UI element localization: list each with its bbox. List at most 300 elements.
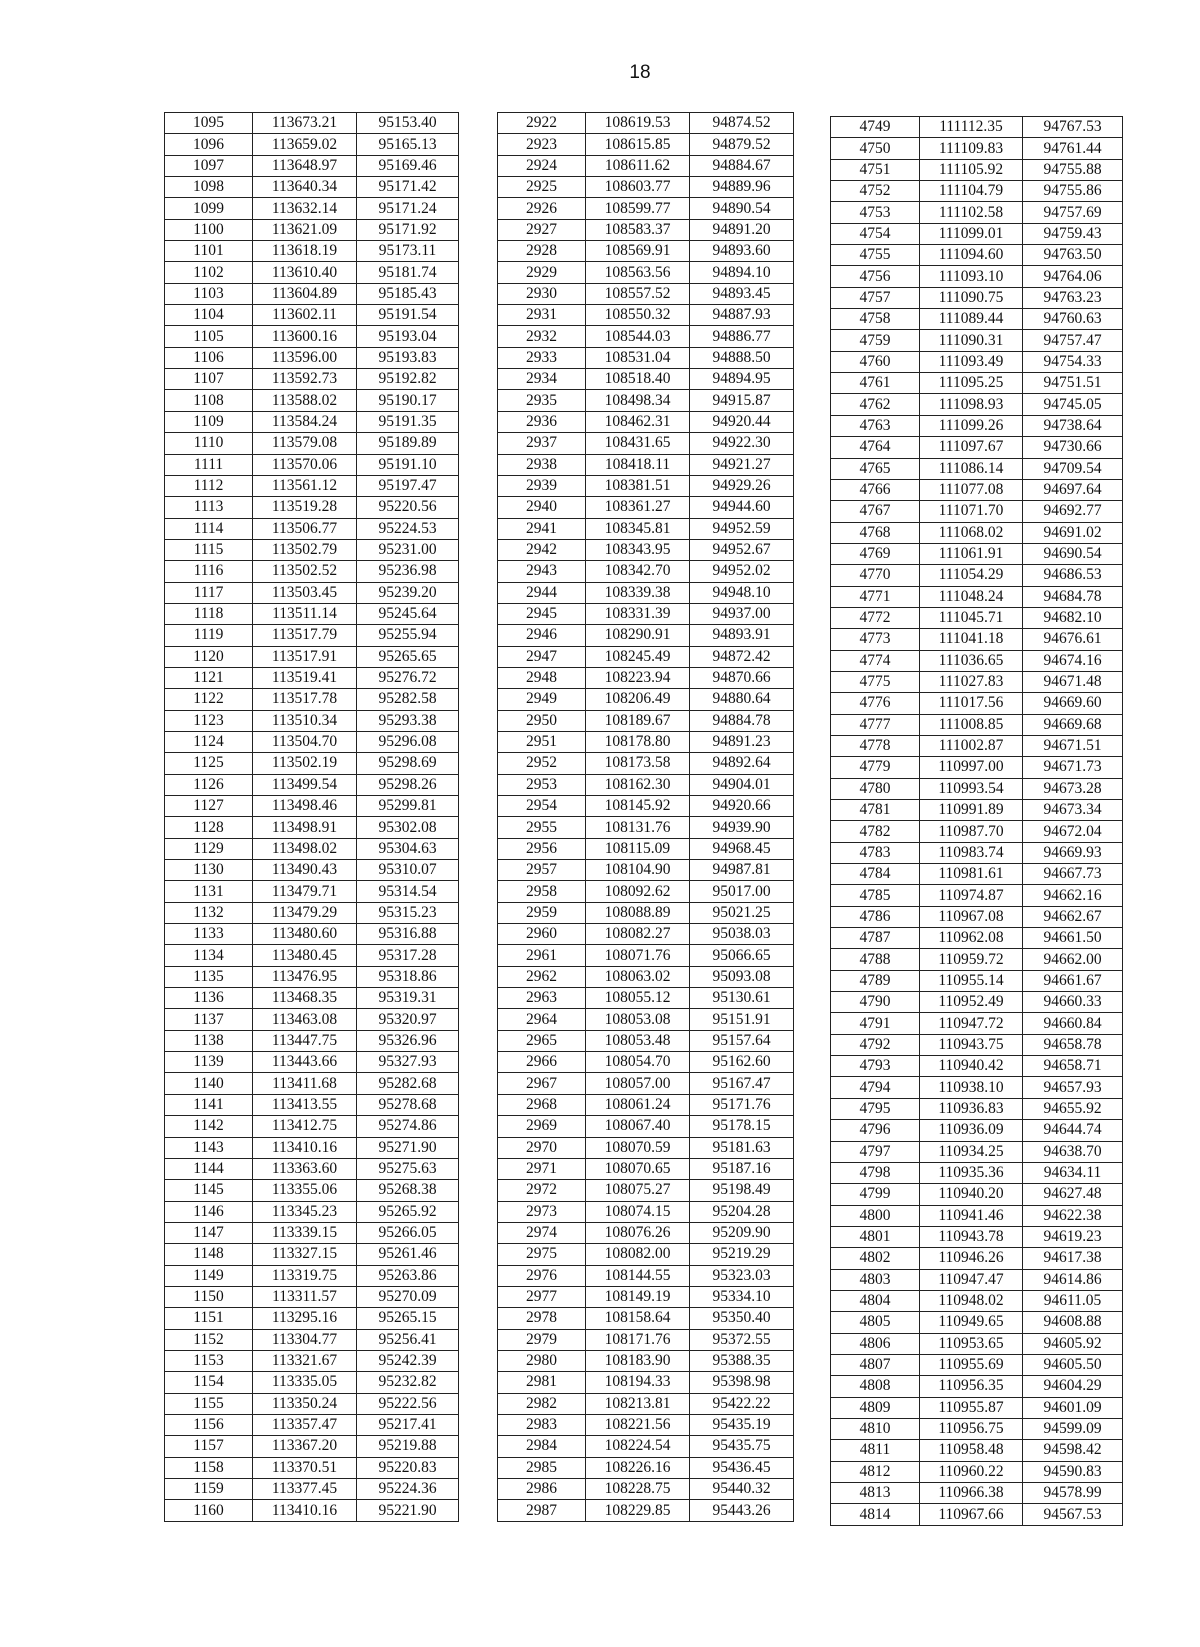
point-number-cell: 2943 (498, 561, 586, 582)
y-coordinate-cell: 94655.92 (1023, 1098, 1123, 1119)
table-row (831, 629, 1123, 650)
point-number-cell: 1148 (165, 1244, 253, 1265)
table-row (165, 1308, 459, 1329)
y-coordinate-cell: 94611.05 (1023, 1290, 1123, 1311)
point-number-cell: 4778 (831, 735, 920, 756)
x-coordinate-cell: 111095.25 (920, 373, 1023, 394)
x-coordinate-cell: 110962.08 (920, 928, 1023, 949)
x-coordinate-cell: 113345.23 (253, 1201, 357, 1222)
y-coordinate-cell: 94672.04 (1023, 821, 1123, 842)
y-coordinate-cell: 95221.90 (357, 1500, 459, 1521)
x-coordinate-cell: 108229.85 (586, 1500, 690, 1521)
y-coordinate-cell: 95209.90 (690, 1222, 794, 1243)
x-coordinate-cell: 113517.91 (253, 646, 357, 667)
point-number-cell: 4788 (831, 949, 920, 970)
y-coordinate-cell: 95282.68 (357, 1073, 459, 1094)
x-coordinate-cell: 110991.89 (920, 800, 1023, 821)
table-row (831, 202, 1123, 223)
table-row (831, 1312, 1123, 1333)
point-number-cell: 1111 (165, 454, 253, 475)
y-coordinate-cell: 95193.83 (357, 347, 459, 368)
y-coordinate-cell: 94662.67 (1023, 906, 1123, 927)
y-coordinate-cell: 95171.24 (357, 198, 459, 219)
table-row (498, 1244, 794, 1265)
point-number-cell: 2940 (498, 497, 586, 518)
x-coordinate-cell: 111077.08 (920, 479, 1023, 500)
table-row (498, 1201, 794, 1222)
y-coordinate-cell: 95021.25 (690, 902, 794, 923)
x-coordinate-cell: 113363.60 (253, 1158, 357, 1179)
table-row (831, 1397, 1123, 1418)
point-number-cell: 2951 (498, 731, 586, 752)
x-coordinate-cell: 111027.83 (920, 671, 1023, 692)
table-row (498, 1329, 794, 1350)
y-coordinate-cell: 95275.63 (357, 1158, 459, 1179)
table-row (831, 565, 1123, 586)
table-row (165, 646, 459, 667)
point-number-cell: 4769 (831, 543, 920, 564)
table-row (165, 539, 459, 560)
y-coordinate-cell: 94944.60 (690, 497, 794, 518)
point-number-cell: 1144 (165, 1158, 253, 1179)
table-row (498, 369, 794, 390)
table-row (831, 821, 1123, 842)
point-number-cell: 4786 (831, 906, 920, 927)
x-coordinate-cell: 111048.24 (920, 586, 1023, 607)
x-coordinate-cell: 108071.76 (586, 945, 690, 966)
point-number-cell: 1154 (165, 1372, 253, 1393)
y-coordinate-cell: 94638.70 (1023, 1141, 1123, 1162)
y-coordinate-cell: 94755.88 (1023, 159, 1123, 180)
point-number-cell: 1107 (165, 369, 253, 390)
x-coordinate-cell: 108173.58 (586, 753, 690, 774)
y-coordinate-cell: 95093.08 (690, 966, 794, 987)
y-coordinate-cell: 95327.93 (357, 1052, 459, 1073)
point-number-cell: 2955 (498, 817, 586, 838)
point-number-cell: 4757 (831, 287, 920, 308)
x-coordinate-cell: 108149.19 (586, 1286, 690, 1307)
table-row (165, 1009, 459, 1030)
point-number-cell: 1158 (165, 1457, 253, 1478)
y-coordinate-cell: 94669.68 (1023, 714, 1123, 735)
point-number-cell: 4758 (831, 309, 920, 330)
y-coordinate-cell: 95187.16 (690, 1158, 794, 1179)
y-coordinate-cell: 94671.48 (1023, 671, 1123, 692)
table-row (165, 219, 459, 240)
y-coordinate-cell: 94673.28 (1023, 778, 1123, 799)
table-row (498, 1457, 794, 1478)
x-coordinate-cell: 108223.94 (586, 667, 690, 688)
point-number-cell: 4806 (831, 1333, 920, 1354)
y-coordinate-cell: 94608.88 (1023, 1312, 1123, 1333)
y-coordinate-cell: 94880.64 (690, 689, 794, 710)
y-coordinate-cell: 95232.82 (357, 1372, 459, 1393)
x-coordinate-cell: 113600.16 (253, 326, 357, 347)
y-coordinate-cell: 95304.63 (357, 838, 459, 859)
x-coordinate-cell: 110943.75 (920, 1034, 1023, 1055)
x-coordinate-cell: 113596.00 (253, 347, 357, 368)
x-coordinate-cell: 108054.70 (586, 1052, 690, 1073)
table-row (831, 1354, 1123, 1375)
point-number-cell: 4797 (831, 1141, 920, 1162)
x-coordinate-cell: 113602.11 (253, 305, 357, 326)
table-row (498, 625, 794, 646)
y-coordinate-cell: 94755.86 (1023, 181, 1123, 202)
point-number-cell: 4807 (831, 1354, 920, 1375)
table-row (831, 693, 1123, 714)
y-coordinate-cell: 95151.91 (690, 1009, 794, 1030)
point-number-cell: 4784 (831, 864, 920, 885)
point-number-cell: 1115 (165, 539, 253, 560)
x-coordinate-cell: 113335.05 (253, 1372, 357, 1393)
point-number-cell: 4794 (831, 1077, 920, 1098)
point-number-cell: 2928 (498, 241, 586, 262)
x-coordinate-cell: 108550.32 (586, 305, 690, 326)
table-row (498, 1414, 794, 1435)
y-coordinate-cell: 95220.83 (357, 1457, 459, 1478)
y-coordinate-cell: 95217.41 (357, 1414, 459, 1435)
table-row (831, 522, 1123, 543)
point-number-cell: 2970 (498, 1137, 586, 1158)
x-coordinate-cell: 110967.08 (920, 906, 1023, 927)
y-coordinate-cell: 95220.56 (357, 497, 459, 518)
x-coordinate-cell: 113673.21 (253, 113, 357, 134)
table-row (165, 1479, 459, 1500)
point-number-cell: 2939 (498, 475, 586, 496)
x-coordinate-cell: 113499.54 (253, 774, 357, 795)
point-number-cell: 1157 (165, 1436, 253, 1457)
y-coordinate-cell: 95189.89 (357, 433, 459, 454)
x-coordinate-cell: 108498.34 (586, 390, 690, 411)
point-number-cell: 2968 (498, 1094, 586, 1115)
table-row (498, 326, 794, 347)
x-coordinate-cell: 108061.24 (586, 1094, 690, 1115)
point-number-cell: 2933 (498, 347, 586, 368)
point-number-cell: 2976 (498, 1265, 586, 1286)
x-coordinate-cell: 110940.42 (920, 1056, 1023, 1077)
x-coordinate-cell: 108057.00 (586, 1073, 690, 1094)
x-coordinate-cell: 108075.27 (586, 1180, 690, 1201)
point-number-cell: 1160 (165, 1500, 253, 1521)
table-row (831, 1141, 1123, 1162)
point-number-cell: 2950 (498, 710, 586, 731)
y-coordinate-cell: 95318.86 (357, 966, 459, 987)
x-coordinate-cell: 110960.22 (920, 1461, 1023, 1482)
table-row (831, 1290, 1123, 1311)
point-number-cell: 2934 (498, 369, 586, 390)
x-coordinate-cell: 108619.53 (586, 113, 690, 134)
point-number-cell: 1099 (165, 198, 253, 219)
x-coordinate-cell: 111090.75 (920, 287, 1023, 308)
x-coordinate-cell: 113355.06 (253, 1180, 357, 1201)
x-coordinate-cell: 108171.76 (586, 1329, 690, 1350)
table-row (831, 330, 1123, 351)
point-number-cell: 2954 (498, 796, 586, 817)
point-number-cell: 4761 (831, 373, 920, 394)
table-row (165, 1137, 459, 1158)
point-number-cell: 4753 (831, 202, 920, 223)
y-coordinate-cell: 94686.53 (1023, 565, 1123, 586)
x-coordinate-cell: 108178.80 (586, 731, 690, 752)
table-row (165, 1052, 459, 1073)
x-coordinate-cell: 110955.69 (920, 1354, 1023, 1375)
table-row (165, 241, 459, 262)
point-number-cell: 1098 (165, 177, 253, 198)
x-coordinate-cell: 110947.72 (920, 1013, 1023, 1034)
x-coordinate-cell: 108342.70 (586, 561, 690, 582)
x-coordinate-cell: 110958.48 (920, 1440, 1023, 1461)
x-coordinate-cell: 110983.74 (920, 842, 1023, 863)
x-coordinate-cell: 108599.77 (586, 198, 690, 219)
point-number-cell: 4798 (831, 1162, 920, 1183)
table-row (831, 1461, 1123, 1482)
y-coordinate-cell: 94598.42 (1023, 1440, 1123, 1461)
y-coordinate-cell: 94662.00 (1023, 949, 1123, 970)
table-row (165, 753, 459, 774)
point-number-cell: 2957 (498, 860, 586, 881)
table-row (831, 1120, 1123, 1141)
x-coordinate-cell: 111061.91 (920, 543, 1023, 564)
point-number-cell: 1146 (165, 1201, 253, 1222)
point-number-cell: 4763 (831, 415, 920, 436)
y-coordinate-cell: 94886.77 (690, 326, 794, 347)
y-coordinate-cell: 94920.44 (690, 411, 794, 432)
x-coordinate-cell: 108224.54 (586, 1436, 690, 1457)
point-number-cell: 1133 (165, 924, 253, 945)
x-coordinate-cell: 111105.92 (920, 159, 1023, 180)
point-number-cell: 2969 (498, 1116, 586, 1137)
point-number-cell: 1096 (165, 134, 253, 155)
y-coordinate-cell: 95185.43 (357, 283, 459, 304)
point-number-cell: 2922 (498, 113, 586, 134)
x-coordinate-cell: 113517.78 (253, 689, 357, 710)
y-coordinate-cell: 94673.34 (1023, 800, 1123, 821)
y-coordinate-cell: 95017.00 (690, 881, 794, 902)
x-coordinate-cell: 110938.10 (920, 1077, 1023, 1098)
y-coordinate-cell: 95197.47 (357, 475, 459, 496)
y-coordinate-cell: 94952.67 (690, 539, 794, 560)
point-number-cell: 4770 (831, 565, 920, 586)
point-number-cell: 1097 (165, 155, 253, 176)
y-coordinate-cell: 95171.76 (690, 1094, 794, 1115)
table-row (831, 394, 1123, 415)
point-number-cell: 1155 (165, 1393, 253, 1414)
x-coordinate-cell: 108611.62 (586, 155, 690, 176)
point-number-cell: 2962 (498, 966, 586, 987)
point-number-cell: 2983 (498, 1414, 586, 1435)
x-coordinate-cell: 110946.26 (920, 1248, 1023, 1269)
x-coordinate-cell: 108518.40 (586, 369, 690, 390)
y-coordinate-cell: 94730.66 (1023, 437, 1123, 458)
y-coordinate-cell: 95192.82 (357, 369, 459, 390)
table-row (165, 582, 459, 603)
table-row (165, 305, 459, 326)
table-row (831, 138, 1123, 159)
table-row (498, 1116, 794, 1137)
x-coordinate-cell: 108361.27 (586, 497, 690, 518)
table-row (165, 1393, 459, 1414)
coordinate-table-2 (497, 112, 794, 1522)
x-coordinate-cell: 108115.09 (586, 838, 690, 859)
table-row (498, 1372, 794, 1393)
y-coordinate-cell: 95255.94 (357, 625, 459, 646)
point-number-cell: 4765 (831, 458, 920, 479)
point-number-cell: 4809 (831, 1397, 920, 1418)
point-number-cell: 4785 (831, 885, 920, 906)
y-coordinate-cell: 94968.45 (690, 838, 794, 859)
point-number-cell: 2985 (498, 1457, 586, 1478)
y-coordinate-cell: 94660.84 (1023, 1013, 1123, 1034)
x-coordinate-cell: 108418.11 (586, 454, 690, 475)
x-coordinate-cell: 110993.54 (920, 778, 1023, 799)
table-row (165, 134, 459, 155)
x-coordinate-cell: 113588.02 (253, 390, 357, 411)
table-row (498, 518, 794, 539)
point-number-cell: 2961 (498, 945, 586, 966)
point-number-cell: 4810 (831, 1418, 920, 1439)
table-row (498, 155, 794, 176)
y-coordinate-cell: 94754.33 (1023, 351, 1123, 372)
point-number-cell: 2946 (498, 625, 586, 646)
point-number-cell: 2936 (498, 411, 586, 432)
y-coordinate-cell: 95171.92 (357, 219, 459, 240)
x-coordinate-cell: 111036.65 (920, 650, 1023, 671)
y-coordinate-cell: 94684.78 (1023, 586, 1123, 607)
y-coordinate-cell: 94952.59 (690, 518, 794, 539)
table-row (831, 1013, 1123, 1034)
y-coordinate-cell: 95440.32 (690, 1479, 794, 1500)
table-row (498, 411, 794, 432)
table-row (498, 1436, 794, 1457)
y-coordinate-cell: 95266.05 (357, 1222, 459, 1243)
x-coordinate-cell: 113443.66 (253, 1052, 357, 1073)
x-coordinate-cell: 113592.73 (253, 369, 357, 390)
y-coordinate-cell: 94627.48 (1023, 1184, 1123, 1205)
point-number-cell: 1106 (165, 347, 253, 368)
point-number-cell: 2923 (498, 134, 586, 155)
table-row (831, 735, 1123, 756)
point-number-cell: 4760 (831, 351, 920, 372)
table-row (165, 988, 459, 1009)
table-row (165, 454, 459, 475)
table-row (831, 479, 1123, 500)
point-number-cell: 1126 (165, 774, 253, 795)
x-coordinate-cell: 113504.70 (253, 731, 357, 752)
x-coordinate-cell: 108053.48 (586, 1030, 690, 1051)
x-coordinate-cell: 110967.66 (920, 1504, 1023, 1525)
y-coordinate-cell: 94601.09 (1023, 1397, 1123, 1418)
y-coordinate-cell: 94614.86 (1023, 1269, 1123, 1290)
point-number-cell: 4768 (831, 522, 920, 543)
point-number-cell: 2953 (498, 774, 586, 795)
point-number-cell: 1120 (165, 646, 253, 667)
point-number-cell: 2945 (498, 603, 586, 624)
x-coordinate-cell: 108092.62 (586, 881, 690, 902)
x-coordinate-cell: 111094.60 (920, 245, 1023, 266)
point-number-cell: 2949 (498, 689, 586, 710)
y-coordinate-cell: 95219.88 (357, 1436, 459, 1457)
y-coordinate-cell: 95261.46 (357, 1244, 459, 1265)
y-coordinate-cell: 94669.93 (1023, 842, 1123, 863)
x-coordinate-cell: 111054.29 (920, 565, 1023, 586)
y-coordinate-cell: 94893.91 (690, 625, 794, 646)
point-number-cell: 1143 (165, 1137, 253, 1158)
y-coordinate-cell: 95224.53 (357, 518, 459, 539)
point-number-cell: 2984 (498, 1436, 586, 1457)
table-row (831, 1205, 1123, 1226)
y-coordinate-cell: 94751.51 (1023, 373, 1123, 394)
x-coordinate-cell: 113498.02 (253, 838, 357, 859)
point-number-cell: 2930 (498, 283, 586, 304)
table-row (498, 966, 794, 987)
y-coordinate-cell: 94759.43 (1023, 223, 1123, 244)
point-number-cell: 2982 (498, 1393, 586, 1414)
table-row (831, 1440, 1123, 1461)
table-row (498, 1308, 794, 1329)
table-row (831, 1184, 1123, 1205)
point-number-cell: 1116 (165, 561, 253, 582)
y-coordinate-cell: 95193.04 (357, 326, 459, 347)
point-number-cell: 1150 (165, 1286, 253, 1307)
y-coordinate-cell: 94605.92 (1023, 1333, 1123, 1354)
table-row (831, 1056, 1123, 1077)
table-row (165, 774, 459, 795)
x-coordinate-cell: 111045.71 (920, 607, 1023, 628)
table-row (165, 155, 459, 176)
table-row (831, 586, 1123, 607)
table-row (831, 949, 1123, 970)
table-row (498, 1094, 794, 1115)
table-row (498, 177, 794, 198)
y-coordinate-cell: 94690.54 (1023, 543, 1123, 564)
y-coordinate-cell: 94619.23 (1023, 1226, 1123, 1247)
x-coordinate-cell: 110936.09 (920, 1120, 1023, 1141)
point-number-cell: 4808 (831, 1376, 920, 1397)
table-row (165, 731, 459, 752)
table-row (498, 1479, 794, 1500)
y-coordinate-cell: 95271.90 (357, 1137, 459, 1158)
point-number-cell: 1135 (165, 966, 253, 987)
x-coordinate-cell: 108563.56 (586, 262, 690, 283)
table-row (498, 796, 794, 817)
table-row (498, 113, 794, 134)
x-coordinate-cell: 113640.34 (253, 177, 357, 198)
y-coordinate-cell: 95038.03 (690, 924, 794, 945)
y-coordinate-cell: 95171.42 (357, 177, 459, 198)
y-coordinate-cell: 94893.60 (690, 241, 794, 262)
y-coordinate-cell: 95270.09 (357, 1286, 459, 1307)
x-coordinate-cell: 113510.34 (253, 710, 357, 731)
table-row (498, 347, 794, 368)
x-coordinate-cell: 113479.71 (253, 881, 357, 902)
x-coordinate-cell: 113498.91 (253, 817, 357, 838)
y-coordinate-cell: 95153.40 (357, 113, 459, 134)
x-coordinate-cell: 111002.87 (920, 735, 1023, 756)
y-coordinate-cell: 95265.15 (357, 1308, 459, 1329)
point-number-cell: 4776 (831, 693, 920, 714)
table-row (165, 262, 459, 283)
x-coordinate-cell: 108063.02 (586, 966, 690, 987)
y-coordinate-cell: 95298.26 (357, 774, 459, 795)
y-coordinate-cell: 95242.39 (357, 1350, 459, 1371)
x-coordinate-cell: 113579.08 (253, 433, 357, 454)
point-number-cell: 2966 (498, 1052, 586, 1073)
x-coordinate-cell: 108331.39 (586, 603, 690, 624)
x-coordinate-cell: 108067.40 (586, 1116, 690, 1137)
x-coordinate-cell: 110955.14 (920, 970, 1023, 991)
point-number-cell: 2979 (498, 1329, 586, 1350)
y-coordinate-cell: 95268.38 (357, 1180, 459, 1201)
